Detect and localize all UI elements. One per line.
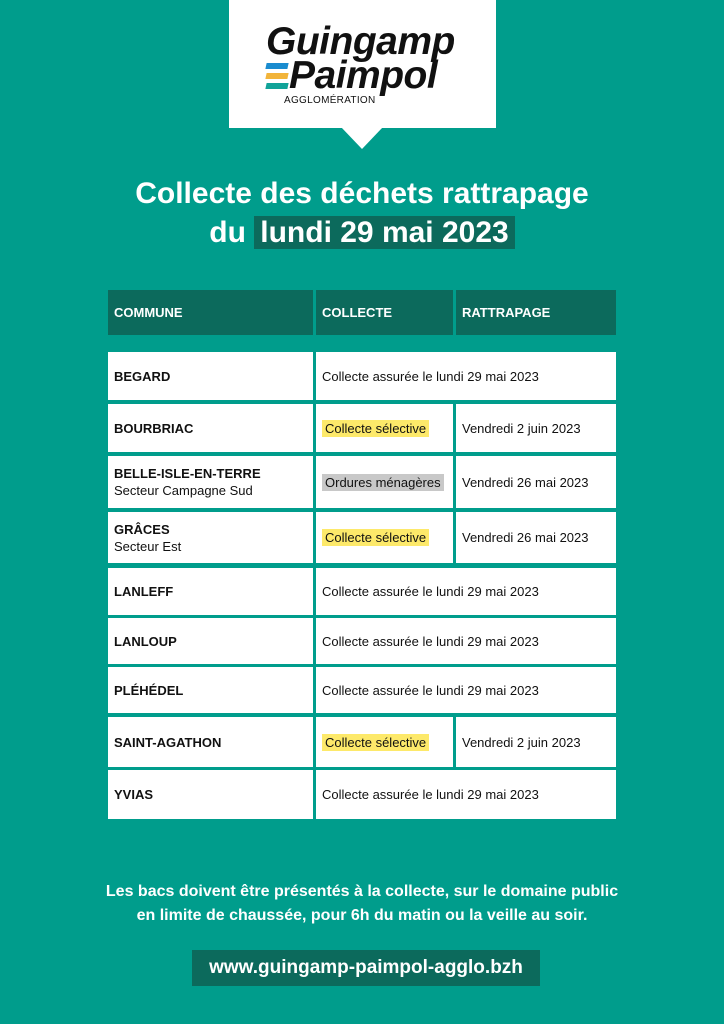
collecte-merged: Collecte assurée le lundi 29 mai 2023 [322,368,539,384]
footer-note-line2: en limite de chaussée, pour 6h du matin ou la veille au soir. [136,907,588,924]
logo-subtitle: AGGLOMÉRATION [284,95,376,106]
page-title-line2 [0,215,724,251]
collecte-merged: Collecte assurée le lundi 29 mai 2023 [322,787,539,802]
commune-name: BELLE-ISLE-EN-TERRE [114,466,261,481]
commune-name: YVIAS [114,787,154,802]
commune-name: GRÂCES [114,521,170,537]
collecte-type: Collecte sélective [322,734,429,751]
page-title-line1: Collecte des déchets rattrapage [135,177,589,210]
table-row [108,456,616,508]
commune-name: PLÉHÉDEL [114,682,184,698]
footer-note [0,880,724,928]
table-row [108,512,616,563]
header-rattrapage: RATTRAPAGE [456,290,616,335]
collecte-type: Ordures ménagères [322,474,444,491]
footer-note-line1: Les bacs doivent être présentés à la collecte, sur le domaine public [105,883,619,900]
logo-stripes-icon [266,63,288,93]
rattrapage-date: Vendredi 26 mai 2023 [462,530,589,545]
table-row [108,618,616,664]
collecte-merged: Collecte assurée le lundi 29 mai 2023 [322,633,539,649]
logo-text-guingamp: Guingamp [266,20,455,63]
table-row [108,717,616,767]
commune-name: LANLOUP [114,633,177,649]
rattrapage-date: Vendredi 26 mai 2023 [462,474,589,490]
rattrapage-date: Vendredi 2 juin 2023 [462,734,581,750]
commune-name: LANLEFF [114,584,174,599]
table-row [108,352,616,400]
table-row [108,770,616,819]
rattrapage-date: Vendredi 2 juin 2023 [462,420,581,436]
commune-name: SAINT-AGATHON [114,734,222,750]
commune-sector: Secteur Est [114,538,182,554]
website-link[interactable]: www.guingamp-paimpol-agglo.bzh [192,950,540,986]
title-prefix: du [209,216,255,249]
logo-text-paimpol: Paimpol [289,54,438,97]
table-header [108,290,616,335]
header-collecte: COLLECTE [316,290,453,335]
collecte-type: Collecte sélective [322,420,429,437]
commune-name: BOURBRIAC [114,420,194,436]
title-date-highlight: lundi 29 mai 2023 [254,216,514,249]
header-commune: COMMUNE [108,290,313,335]
commune-name: BEGARD [114,368,171,384]
commune-sector: Secteur Campagne Sud [114,483,253,498]
logo-pointer [341,127,383,149]
table-row [108,568,616,615]
collecte-merged: Collecte assurée le lundi 29 mai 2023 [322,682,539,698]
table-row [108,667,616,713]
collecte-type: Collecte sélective [322,529,429,546]
collecte-merged: Collecte assurée le lundi 29 mai 2023 [322,584,539,599]
table-row [108,404,616,452]
